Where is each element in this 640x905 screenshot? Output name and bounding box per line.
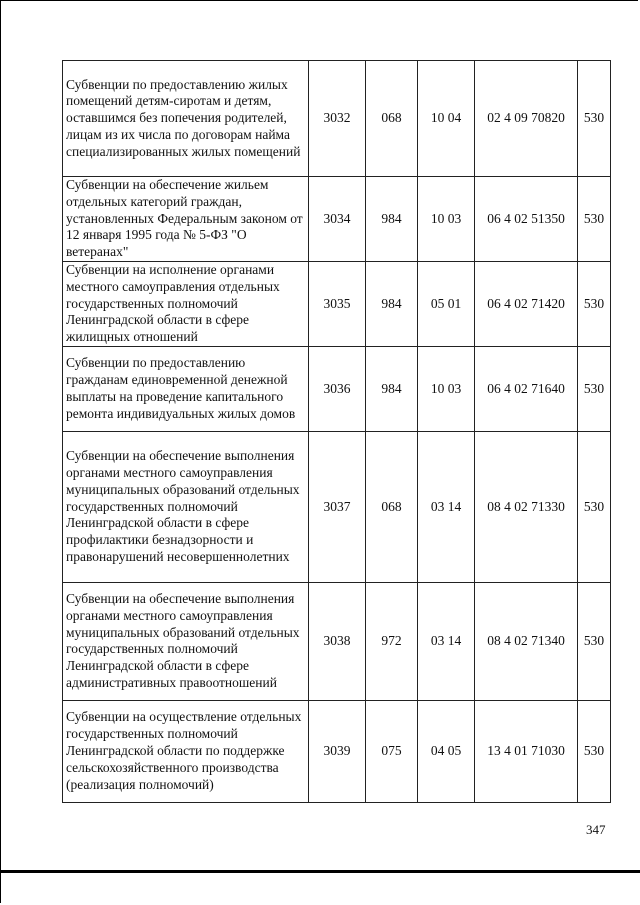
row-target: 06 4 02 71420 bbox=[475, 262, 578, 347]
row-grbs: 984 bbox=[366, 177, 418, 262]
row-description: Субвенции по предоставлению гражданам единовременной денежной выплаты на проведение капитального ремонта индивидуальных жилых домов bbox=[63, 346, 309, 431]
row-description: Субвенции на исполнение органами местного самоуправления отдельных государственных полномочий Ленинградской области в сфере жилищных отношений bbox=[63, 262, 309, 347]
row-code: 3032 bbox=[309, 61, 366, 177]
row-grbs: 972 bbox=[366, 582, 418, 700]
row-section: 04 05 bbox=[418, 700, 475, 802]
row-grbs: 068 bbox=[366, 431, 418, 582]
row-grbs: 984 bbox=[366, 346, 418, 431]
row-description: Субвенции на обеспечение выполнения органами местного самоуправления муниципальных образований отдельных государственных полномочий Ленинградской области в сфере профилактики безнадзорности и правонарушений несовершеннолетних bbox=[63, 431, 309, 582]
row-code: 3037 bbox=[309, 431, 366, 582]
row-code: 3039 bbox=[309, 700, 366, 802]
row-code: 3035 bbox=[309, 262, 366, 347]
row-section: 05 01 bbox=[418, 262, 475, 347]
row-kvr: 530 bbox=[578, 346, 611, 431]
row-section: 10 03 bbox=[418, 177, 475, 262]
table-row bbox=[63, 346, 611, 431]
row-target: 13 4 01 71030 bbox=[475, 700, 578, 802]
table-row bbox=[63, 262, 611, 347]
row-kvr: 530 bbox=[578, 177, 611, 262]
table-row bbox=[63, 700, 611, 802]
row-code: 3038 bbox=[309, 582, 366, 700]
row-code: 3036 bbox=[309, 346, 366, 431]
row-target: 02 4 09 70820 bbox=[475, 61, 578, 177]
row-kvr: 530 bbox=[578, 431, 611, 582]
row-grbs: 075 bbox=[366, 700, 418, 802]
row-target: 08 4 02 71330 bbox=[475, 431, 578, 582]
subventions-table bbox=[62, 60, 611, 803]
row-kvr: 530 bbox=[578, 61, 611, 177]
row-description: Субвенции на обеспечение жильем отдельных категорий граждан, установленных Федеральным законом от 12 января 1995 года № 5-ФЗ "О ветеранах" bbox=[63, 177, 309, 262]
row-grbs: 984 bbox=[366, 262, 418, 347]
table-row bbox=[63, 582, 611, 700]
page-number: 347 bbox=[586, 822, 606, 837]
row-section: 10 04 bbox=[418, 61, 475, 177]
row-section: 03 14 bbox=[418, 431, 475, 582]
row-description: Субвенции по предоставлению жилых помещений детям-сиротам и детям, оставшимся без попечения родителей, лицам из их числа по договорам найма специализированных жилых помещений bbox=[63, 61, 309, 177]
row-kvr: 530 bbox=[578, 582, 611, 700]
row-kvr: 530 bbox=[578, 700, 611, 802]
row-code: 3034 bbox=[309, 177, 366, 262]
row-grbs: 068 bbox=[366, 61, 418, 177]
row-description: Субвенции на обеспечение выполнения органами местного самоуправления муниципальных образований отдельных государственных полномочий Ленинградской области в сфере административных правоотношений bbox=[63, 582, 309, 700]
table-row bbox=[63, 431, 611, 582]
row-section: 10 03 bbox=[418, 346, 475, 431]
row-target: 06 4 02 51350 bbox=[475, 177, 578, 262]
row-kvr: 530 bbox=[578, 262, 611, 347]
scan-bottom-edge bbox=[0, 870, 640, 881]
row-section: 03 14 bbox=[418, 582, 475, 700]
table-row bbox=[63, 177, 611, 262]
table-row bbox=[63, 61, 611, 177]
row-description: Субвенции на осуществление отдельных государственных полномочий Ленинградской области по поддержке сельскохозяйственного производства (реализация полномочий) bbox=[63, 700, 309, 802]
row-target: 06 4 02 71640 bbox=[475, 346, 578, 431]
row-target: 08 4 02 71340 bbox=[475, 582, 578, 700]
